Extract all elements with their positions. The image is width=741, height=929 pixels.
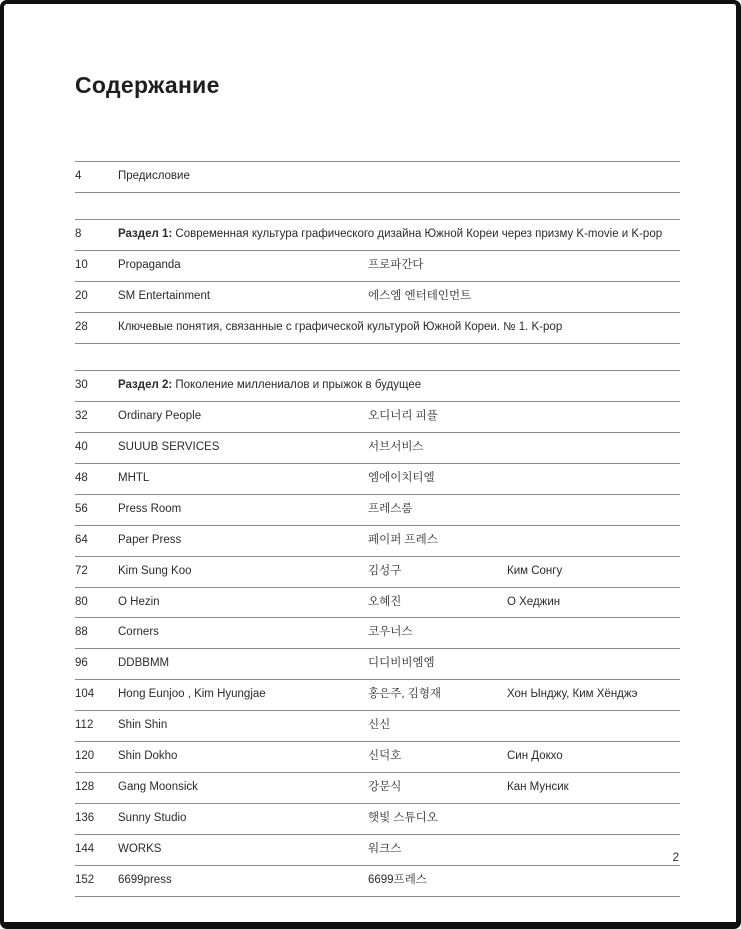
row-page-number: 4 xyxy=(75,170,82,183)
row-cyrillic xyxy=(507,656,680,668)
toc-row xyxy=(75,219,680,250)
toc-row xyxy=(75,432,680,463)
toc-row xyxy=(75,617,680,648)
row-korean xyxy=(368,169,507,181)
row-cyrillic xyxy=(507,502,680,514)
row-korean: 에스엠 엔터테인먼트 xyxy=(368,290,472,303)
row-korean: 페이퍼 프레스 xyxy=(368,533,438,546)
row-korean: 햇빛 스튜디오 xyxy=(368,812,438,825)
row-title: Раздел 2: Поколение миллениалов и прыжок в будущее xyxy=(118,378,422,391)
row-title: Hong Eunjoo , Kim Hyungjae xyxy=(118,688,266,701)
row-title: Shin Shin xyxy=(118,719,168,732)
toc-row xyxy=(75,525,680,556)
toc-row xyxy=(75,556,680,587)
row-cyrillic xyxy=(507,842,680,854)
toc-row xyxy=(75,834,680,865)
row-cyrillic: Ким Сонгу xyxy=(507,564,563,577)
row-page-number: 96 xyxy=(75,657,88,670)
row-korean: 코우너스 xyxy=(368,626,413,639)
row-cyrillic xyxy=(507,289,680,301)
toc-row xyxy=(75,587,680,618)
row-page-number: 120 xyxy=(75,750,95,763)
row-title: Ключевые понятия, связанные с графической культурой Южной Кореи. № 1. K-pop xyxy=(118,321,563,334)
page-content xyxy=(4,4,736,897)
row-page-number: 30 xyxy=(75,378,88,391)
row-title: Press Room xyxy=(118,502,182,515)
row-page-number: 32 xyxy=(75,409,88,422)
row-title: SUUUB SERVICES xyxy=(118,440,220,453)
row-korean: 오디너리 피플 xyxy=(368,409,438,422)
row-korean: 신덕호 xyxy=(368,750,402,763)
toc-row xyxy=(75,679,680,710)
toc-row xyxy=(75,772,680,803)
row-page-number: 88 xyxy=(75,626,88,639)
row-page-number: 20 xyxy=(75,290,88,303)
toc-group xyxy=(75,370,680,897)
row-page-number: 72 xyxy=(75,564,88,577)
row-korean: 신신 xyxy=(368,719,391,732)
row-page-number: 40 xyxy=(75,440,88,453)
row-korean: 프레스룸 xyxy=(368,502,413,515)
row-cyrillic: Хон Ынджу, Ким Хёнджэ xyxy=(507,688,638,701)
book-page xyxy=(4,4,736,922)
row-cyrillic xyxy=(507,811,680,823)
row-title: Corners xyxy=(118,626,159,639)
row-page-number: 104 xyxy=(75,688,95,701)
row-korean: 워크스 xyxy=(368,843,402,856)
toc-row xyxy=(75,803,680,834)
toc-row xyxy=(75,281,680,312)
row-korean: 프로파간다 xyxy=(368,259,424,272)
row-title: Gang Moonsick xyxy=(118,781,198,794)
toc-row xyxy=(75,401,680,432)
row-korean: 강문식 xyxy=(368,781,402,794)
row-page-number: 48 xyxy=(75,471,88,484)
row-page-number: 136 xyxy=(75,812,95,825)
row-page-number: 112 xyxy=(75,719,94,732)
row-title: O Hezin xyxy=(118,595,160,608)
row-title: Предисловие xyxy=(118,170,190,183)
row-cyrillic: Кан Мунсик xyxy=(507,781,569,794)
toc-table xyxy=(75,161,680,897)
row-page-number: 64 xyxy=(75,533,88,546)
row-cyrillic: О Хеджин xyxy=(507,595,561,608)
row-title: Sunny Studio xyxy=(118,812,187,825)
row-cyrillic xyxy=(507,873,680,885)
row-page-number: 128 xyxy=(75,781,95,794)
row-cyrillic xyxy=(507,440,680,452)
row-cyrillic xyxy=(507,625,680,637)
row-page-number: 152 xyxy=(75,873,95,886)
toc-row xyxy=(75,250,680,281)
row-korean: 김성구 xyxy=(368,564,402,577)
row-cyrillic xyxy=(507,533,680,545)
row-page-number: 56 xyxy=(75,502,88,515)
row-korean: 오혜진 xyxy=(368,595,402,608)
section-label: Раздел 2: xyxy=(118,378,173,391)
row-title: Shin Dokho xyxy=(118,750,178,763)
toc-row xyxy=(75,312,680,343)
row-korean: 디디비비엠엠 xyxy=(368,657,435,670)
row-title: MHTL xyxy=(118,471,150,484)
row-title: SM Entertainment xyxy=(118,290,211,303)
toc-row xyxy=(75,741,680,772)
section-label: Раздел 1: xyxy=(118,228,173,241)
row-cyrillic: Син Докхо xyxy=(507,750,563,763)
row-cyrillic xyxy=(507,409,680,421)
row-title: Paper Press xyxy=(118,533,182,546)
toc-row xyxy=(75,494,680,525)
row-title: WORKS xyxy=(118,843,162,856)
row-page-number: 10 xyxy=(75,259,88,272)
row-title: DDBBMM xyxy=(118,657,170,670)
row-korean: 홍은주, 김형재 xyxy=(368,688,442,701)
row-title: Ordinary People xyxy=(118,409,202,422)
row-cyrillic xyxy=(507,718,680,730)
page-title: Содержание xyxy=(75,72,220,98)
toc-group xyxy=(75,161,680,193)
toc-row xyxy=(75,710,680,741)
row-cyrillic xyxy=(507,169,680,181)
row-page-number: 80 xyxy=(75,595,88,608)
toc-row xyxy=(75,865,680,896)
page-number: 2 xyxy=(672,852,679,864)
toc-group xyxy=(75,219,680,344)
row-page-number: 8 xyxy=(75,228,82,241)
row-cyrillic xyxy=(507,471,680,483)
toc-row xyxy=(75,370,680,401)
row-title: Propaganda xyxy=(118,259,181,272)
row-page-number: 144 xyxy=(75,843,95,856)
toc-row xyxy=(75,161,680,192)
toc-row xyxy=(75,648,680,679)
row-cyrillic xyxy=(507,258,680,270)
row-korean: 엠에이치티엘 xyxy=(368,471,435,484)
row-title: Kim Sung Koo xyxy=(118,564,192,577)
row-title: 6699press xyxy=(118,873,172,886)
toc-row xyxy=(75,463,680,494)
row-page-number: 28 xyxy=(75,321,88,334)
row-korean: 서브서비스 xyxy=(368,440,424,453)
row-korean: 6699프레스 xyxy=(368,873,427,886)
row-title: Раздел 1: Современная культура графического дизайна Южной Кореи через призму K-movie и K-pop xyxy=(118,228,663,241)
